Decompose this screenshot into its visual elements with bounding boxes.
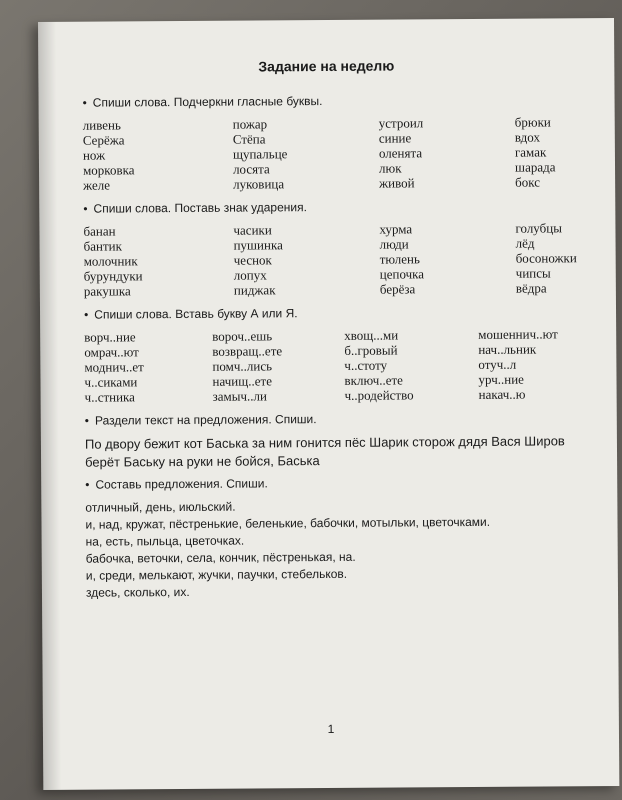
word: брюки (514, 114, 551, 130)
worksheet-page (38, 18, 619, 790)
word: лосята (232, 161, 270, 177)
word: б..гровый (344, 342, 398, 358)
word: Серёжа (82, 132, 125, 148)
word: замыч..ли (212, 388, 268, 404)
word: вороч..ешь (212, 328, 273, 344)
word: включ..ете (344, 372, 403, 388)
word: тюлень (379, 251, 420, 267)
word: синие (378, 130, 412, 146)
word: цепочка (379, 266, 425, 282)
word: пиджак (233, 282, 276, 298)
word: ч..стоту (344, 357, 388, 373)
word: вдох (514, 129, 540, 145)
word: голубцы (515, 220, 562, 236)
task-3-word-grid (84, 326, 585, 404)
word: бантик (83, 238, 122, 254)
word: пожар (232, 116, 268, 132)
task-5-sentences (85, 496, 596, 602)
word: чеснок (233, 252, 272, 268)
word: живой (379, 175, 415, 191)
word: пушинка (233, 237, 283, 253)
word: мошеннич..ют (478, 326, 558, 342)
word: шарада (514, 159, 556, 175)
word: люк (378, 160, 402, 176)
word: морковка (82, 162, 135, 178)
text-line: По двору бежит кот Баська за ним гонится пёс Шарик сторож дядя Вася Широв (84, 433, 565, 452)
word: чипсы (515, 265, 551, 281)
word: нож (82, 147, 106, 163)
word: нач..льник (478, 341, 537, 357)
word: накач..ю (478, 386, 526, 402)
task-2-instruction: • Спиши слова. Поставь знак ударения. (83, 200, 307, 216)
word: лёд (515, 235, 535, 251)
word: ч..родейство (344, 387, 414, 403)
word: омрач..ют (84, 344, 139, 360)
sentence-line: бабочка, веточки, села, кончик, пёстренькая, на. (85, 549, 356, 566)
word: берёза (379, 281, 416, 297)
word: ч..стника (84, 389, 135, 405)
word: начищ..ете (212, 373, 273, 389)
text-line: берёт Баську на руки не бойся, Баська (85, 453, 320, 470)
sentence-line: и, над, кружат, пёстренькие, беленькие, бабочки, мотыльки, цветочками. (85, 514, 491, 532)
word: вёдра (515, 280, 547, 296)
sentence-line: и, среди, мелькают, жучки, паучки, стебельков. (85, 566, 348, 583)
task-5-instruction: • Составь предложения. Спиши. (85, 476, 268, 491)
word: молочник (83, 253, 138, 269)
sentence-line: на, есть, пыльца, цветочках. (85, 533, 245, 549)
sentence-line: здесь, сколько, их. (85, 584, 190, 600)
task-1-word-grid (83, 114, 584, 192)
word: бурундуки (83, 268, 143, 284)
word: люди (379, 236, 409, 252)
word: ч..сиками (84, 374, 138, 390)
task-4-text (85, 432, 595, 472)
page-number: 1 (327, 721, 335, 736)
word: хвощ...ми (344, 327, 399, 343)
word: лопух (233, 267, 267, 283)
word: Стёпа (232, 131, 266, 147)
word: ракушка (83, 283, 131, 299)
word: луковица (233, 176, 285, 192)
word: урч..ние (478, 371, 524, 387)
task-2-word-grid (83, 220, 584, 298)
word: возвращ..ете (212, 343, 283, 359)
task-3-instruction: • Спиши слова. Вставь букву А или Я. (84, 306, 298, 321)
word: моднич..ет (84, 359, 144, 375)
word: часики (233, 222, 272, 238)
word: устроил (378, 115, 424, 131)
word: желе (83, 177, 111, 193)
word: босоножки (515, 250, 577, 266)
sentence-line: отличный, день, июльский. (85, 499, 236, 515)
word: ливень (82, 117, 121, 133)
task-1-instruction: • Спиши слова. Подчеркни гласные буквы. (83, 94, 323, 110)
word: щупальце (232, 146, 288, 162)
word: помч..лись (212, 358, 273, 374)
word: хурма (379, 221, 413, 237)
word: банан (83, 223, 116, 239)
word: ворч..ние (84, 329, 136, 345)
page-title: Задание на неделю (258, 57, 395, 75)
task-4-instruction: • Раздели текст на предложения. Спиши. (85, 412, 317, 428)
word: отуч..л (478, 356, 517, 372)
word: бокс (515, 174, 541, 190)
word: гамак (514, 144, 547, 160)
word: оленята (378, 145, 423, 161)
